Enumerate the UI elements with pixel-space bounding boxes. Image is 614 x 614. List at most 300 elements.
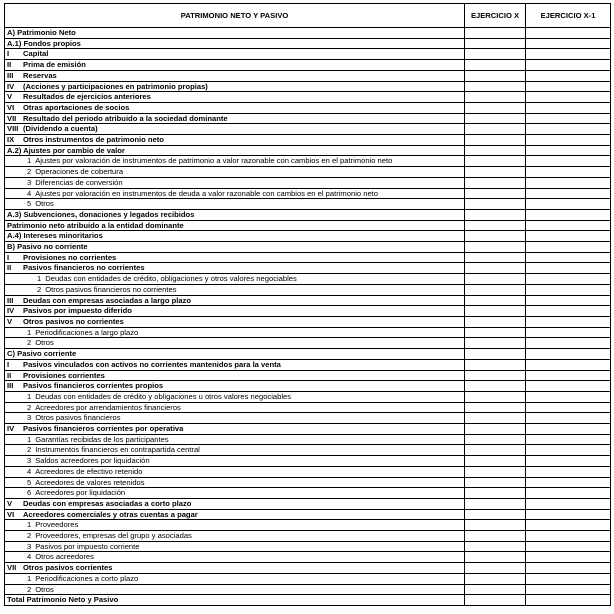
- row-number: 5: [27, 477, 32, 487]
- table-row: [5, 113, 611, 124]
- table-row: [5, 370, 611, 381]
- value-cell-year-x-1: [526, 424, 611, 435]
- row-label: [5, 199, 465, 210]
- table-row: [5, 338, 611, 349]
- value-cell-year-x: [465, 70, 526, 81]
- value-cell-year-x: [465, 349, 526, 360]
- table-row: [5, 477, 611, 488]
- row-number: 2: [27, 338, 32, 348]
- row-label: [5, 102, 465, 113]
- value-cell-year-x-1: [526, 209, 611, 220]
- value-cell-year-x: [465, 391, 526, 402]
- value-cell-year-x-1: [526, 563, 611, 574]
- table-row: [5, 595, 611, 606]
- row-label: [5, 295, 465, 306]
- table-row: [5, 531, 611, 542]
- value-cell-year-x: [465, 274, 526, 285]
- row-number: 2: [27, 167, 32, 177]
- table-row: [5, 102, 611, 113]
- row-number: 1: [27, 434, 32, 444]
- row-label: [5, 145, 465, 156]
- row-label: [5, 595, 465, 606]
- table-body: [5, 28, 611, 606]
- table-row: [5, 466, 611, 477]
- value-cell-year-x: [465, 167, 526, 178]
- value-cell-year-x: [465, 199, 526, 210]
- row-label: [5, 520, 465, 531]
- row-number: II: [7, 60, 12, 70]
- row-number: 3: [27, 541, 32, 551]
- table-row: [5, 584, 611, 595]
- row-number: 5: [27, 199, 32, 209]
- row-text: Acreedores de valores retenidos: [35, 477, 145, 487]
- row-number: I: [7, 252, 10, 262]
- row-text: Diferencias de conversión: [35, 177, 123, 187]
- table-row: [5, 316, 611, 327]
- table-row: [5, 263, 611, 274]
- row-text: Proveedores, empresas del grupo y asociadas: [35, 531, 192, 541]
- row-label: [5, 531, 465, 542]
- value-cell-year-x-1: [526, 135, 611, 146]
- table-row: [5, 424, 611, 435]
- value-cell-year-x-1: [526, 552, 611, 563]
- row-label: [5, 488, 465, 499]
- balance-table: [4, 3, 611, 606]
- row-label: [5, 284, 465, 295]
- value-cell-year-x: [465, 188, 526, 199]
- row-text: Reservas: [23, 70, 57, 80]
- row-number: III: [7, 381, 14, 391]
- row-number: 1: [27, 520, 32, 530]
- row-label: [5, 338, 465, 349]
- value-cell-year-x: [465, 135, 526, 146]
- table-row: [5, 38, 611, 49]
- row-text: Acreedores comerciales y otras cuentas a pagar: [23, 509, 198, 519]
- table-row: [5, 552, 611, 563]
- row-text: Operaciones de cobertura: [35, 167, 124, 177]
- row-label: [5, 242, 465, 253]
- row-number: 2: [27, 531, 32, 541]
- row-number: V: [7, 498, 13, 508]
- table-row: [5, 92, 611, 103]
- row-text: Pasivos financieros corrientes propios: [23, 381, 164, 391]
- value-cell-year-x: [465, 306, 526, 317]
- value-cell-year-x-1: [526, 92, 611, 103]
- row-label: [5, 81, 465, 92]
- value-cell-year-x: [465, 92, 526, 103]
- row-label: [5, 552, 465, 563]
- table-row: [5, 70, 611, 81]
- row-number: 4: [27, 188, 32, 198]
- row-label: [5, 38, 465, 49]
- row-number: 3: [27, 177, 32, 187]
- row-text: A.4) Intereses minoritarios: [7, 231, 103, 241]
- value-cell-year-x-1: [526, 370, 611, 381]
- value-cell-year-x: [465, 38, 526, 49]
- row-text: Proveedores: [35, 520, 79, 530]
- table-row: [5, 274, 611, 285]
- row-text: Patrimonio neto atribuido a la entidad dominante: [7, 220, 184, 230]
- table-row: [5, 252, 611, 263]
- row-label: [5, 477, 465, 488]
- row-text: Garantías recibidas de los participantes: [35, 434, 169, 444]
- row-text: Periodificaciones a corto plazo: [35, 573, 139, 583]
- value-cell-year-x: [465, 231, 526, 242]
- row-text: C) Pasivo corriente: [7, 349, 77, 359]
- row-text: Pasivos vinculados con activos no corrientes mantenidos para la venta: [23, 359, 281, 369]
- table-row: [5, 220, 611, 231]
- row-text: (Dividendo a cuenta): [23, 124, 98, 134]
- value-cell-year-x-1: [526, 28, 611, 39]
- value-cell-year-x: [465, 284, 526, 295]
- value-cell-year-x-1: [526, 284, 611, 295]
- table-row: [5, 231, 611, 242]
- row-number: VII: [7, 113, 17, 123]
- row-number: 1: [27, 327, 32, 337]
- value-cell-year-x-1: [526, 434, 611, 445]
- value-cell-year-x: [465, 413, 526, 424]
- value-cell-year-x: [465, 359, 526, 370]
- row-text: Otros: [35, 338, 54, 348]
- row-number: 1: [37, 274, 42, 284]
- row-text: A) Patrimonio Neto: [7, 28, 76, 37]
- row-label: [5, 434, 465, 445]
- row-number: I: [7, 49, 10, 59]
- value-cell-year-x: [465, 242, 526, 253]
- row-text: A.1) Fondos propios: [7, 38, 81, 48]
- table-row: [5, 199, 611, 210]
- row-number: 3: [27, 413, 32, 423]
- row-text: Otros: [35, 584, 54, 594]
- row-label: [5, 113, 465, 124]
- row-text: Otras aportaciones de socios: [23, 102, 130, 112]
- row-label: [5, 349, 465, 360]
- value-cell-year-x: [465, 102, 526, 113]
- value-cell-year-x: [465, 552, 526, 563]
- table-row: [5, 135, 611, 146]
- table-row: [5, 167, 611, 178]
- value-cell-year-x: [465, 595, 526, 606]
- value-cell-year-x-1: [526, 188, 611, 199]
- value-cell-year-x: [465, 541, 526, 552]
- row-label: [5, 92, 465, 103]
- value-cell-year-x-1: [526, 456, 611, 467]
- value-cell-year-x: [465, 509, 526, 520]
- row-number: 6: [27, 488, 32, 498]
- value-cell-year-x-1: [526, 316, 611, 327]
- row-text: Deudas con empresas asociadas a corto plazo: [23, 498, 192, 508]
- value-cell-year-x-1: [526, 263, 611, 274]
- value-cell-year-x: [465, 488, 526, 499]
- row-label: [5, 424, 465, 435]
- row-text: Deudas con empresas asociadas a largo plazo: [23, 295, 191, 305]
- row-text: Otros pasivos financieros: [35, 413, 121, 423]
- row-label: [5, 445, 465, 456]
- header-row: [5, 4, 611, 28]
- value-cell-year-x: [465, 60, 526, 71]
- row-text: Pasivos financieros corrientes por operativa: [23, 424, 184, 434]
- row-label: [5, 167, 465, 178]
- row-number: IV: [7, 306, 15, 316]
- value-cell-year-x: [465, 177, 526, 188]
- table-row: [5, 391, 611, 402]
- table-row: [5, 295, 611, 306]
- row-text: Deudas con entidades de crédito y obligaciones u otros valores negociables: [35, 391, 292, 401]
- row-text: Saldos acreedores por liquidación: [35, 456, 150, 466]
- value-cell-year-x-1: [526, 231, 611, 242]
- value-cell-year-x-1: [526, 413, 611, 424]
- row-label: [5, 252, 465, 263]
- value-cell-year-x: [465, 49, 526, 60]
- value-cell-year-x: [465, 263, 526, 274]
- value-cell-year-x-1: [526, 477, 611, 488]
- row-text: Acreedores de efectivo retenido: [35, 466, 143, 476]
- row-label: [5, 327, 465, 338]
- row-text: Otros acreedores: [35, 552, 94, 562]
- value-cell-year-x-1: [526, 252, 611, 263]
- row-text: Resultados de ejercicios anteriores: [23, 92, 151, 102]
- row-number: 2: [27, 445, 32, 455]
- value-cell-year-x-1: [526, 145, 611, 156]
- value-cell-year-x-1: [526, 349, 611, 360]
- value-cell-year-x-1: [526, 113, 611, 124]
- value-cell-year-x-1: [526, 531, 611, 542]
- row-text: Provisiones corrientes: [23, 370, 105, 380]
- value-cell-year-x-1: [526, 466, 611, 477]
- value-cell-year-x-1: [526, 338, 611, 349]
- row-label: [5, 220, 465, 231]
- table-row: [5, 498, 611, 509]
- row-number: 2: [27, 402, 32, 412]
- row-label: [5, 209, 465, 220]
- row-text: Capital: [23, 49, 49, 59]
- row-number: III: [7, 70, 14, 80]
- table-row: [5, 359, 611, 370]
- value-cell-year-x-1: [526, 124, 611, 135]
- row-text: Otros pasivos no corrientes: [23, 316, 124, 326]
- value-cell-year-x-1: [526, 49, 611, 60]
- row-label: [5, 370, 465, 381]
- row-text: Periodificaciones a largo plazo: [35, 327, 139, 337]
- row-number: I: [7, 359, 10, 369]
- row-label: [5, 177, 465, 188]
- row-text: Resultado del periodo atribuido a la sociedad dominante: [23, 113, 228, 123]
- value-cell-year-x: [465, 28, 526, 39]
- value-cell-year-x: [465, 381, 526, 392]
- value-cell-year-x: [465, 573, 526, 584]
- value-cell-year-x-1: [526, 177, 611, 188]
- table-row: [5, 434, 611, 445]
- value-cell-year-x: [465, 466, 526, 477]
- row-text: (Acciones y participaciones en patrimonio propias): [23, 81, 208, 91]
- row-label: [5, 49, 465, 60]
- row-label: [5, 402, 465, 413]
- row-label: [5, 498, 465, 509]
- value-cell-year-x: [465, 456, 526, 467]
- table-row: [5, 284, 611, 295]
- table-row: [5, 381, 611, 392]
- row-label: [5, 156, 465, 167]
- row-text: Ajustes por valoración de instrumentos de patrimonio a valor razonable con cambios en el patrimonio neto: [35, 156, 393, 166]
- value-cell-year-x-1: [526, 156, 611, 167]
- table-row: [5, 541, 611, 552]
- row-number: 4: [27, 466, 32, 476]
- value-cell-year-x-1: [526, 595, 611, 606]
- value-cell-year-x: [465, 338, 526, 349]
- row-label: [5, 28, 465, 39]
- row-text: Acreedores por liquidación: [35, 488, 126, 498]
- value-cell-year-x: [465, 113, 526, 124]
- row-text: Total Patrimonio Neto y Pasivo: [7, 595, 119, 605]
- value-cell-year-x: [465, 252, 526, 263]
- row-text: Pasivos por impuesto corriente: [35, 541, 140, 551]
- row-number: 1: [27, 391, 32, 401]
- row-label: [5, 563, 465, 574]
- row-number: V: [7, 92, 13, 102]
- row-number: V: [7, 316, 13, 326]
- value-cell-year-x: [465, 531, 526, 542]
- row-text: Provisiones no corrientes: [23, 252, 117, 262]
- row-label: [5, 584, 465, 595]
- value-cell-year-x-1: [526, 445, 611, 456]
- value-cell-year-x-1: [526, 573, 611, 584]
- value-cell-year-x: [465, 316, 526, 327]
- value-cell-year-x-1: [526, 509, 611, 520]
- value-cell-year-x-1: [526, 220, 611, 231]
- row-label: [5, 70, 465, 81]
- row-label: [5, 391, 465, 402]
- header-concept: PATRIMONIO NETO Y PASIVO: [5, 4, 465, 28]
- value-cell-year-x: [465, 520, 526, 531]
- value-cell-year-x: [465, 327, 526, 338]
- row-text: A.3) Subvenciones, donaciones y legados recibidos: [7, 209, 195, 219]
- table-row: [5, 49, 611, 60]
- row-label: [5, 573, 465, 584]
- value-cell-year-x: [465, 445, 526, 456]
- value-cell-year-x: [465, 477, 526, 488]
- table-row: [5, 402, 611, 413]
- value-cell-year-x-1: [526, 381, 611, 392]
- value-cell-year-x: [465, 295, 526, 306]
- row-label: [5, 541, 465, 552]
- table-row: [5, 124, 611, 135]
- row-number: 1: [27, 573, 32, 583]
- row-text: Otros instrumentos de patrimonio neto: [23, 135, 164, 145]
- value-cell-year-x: [465, 124, 526, 135]
- row-number: III: [7, 295, 14, 305]
- row-number: II: [7, 370, 12, 380]
- value-cell-year-x-1: [526, 391, 611, 402]
- value-cell-year-x-1: [526, 199, 611, 210]
- row-text: Acreedores por arrendamientos financieros: [35, 402, 181, 412]
- row-text: Instrumentos financieros en contrapartida central: [35, 445, 200, 455]
- table-row: [5, 177, 611, 188]
- value-cell-year-x: [465, 370, 526, 381]
- value-cell-year-x-1: [526, 274, 611, 285]
- table-row: [5, 573, 611, 584]
- row-label: [5, 274, 465, 285]
- row-number: 2: [37, 284, 42, 294]
- row-text: Otros pasivos corrientes: [23, 563, 113, 573]
- table-row: [5, 327, 611, 338]
- row-number: IX: [7, 135, 15, 145]
- table-row: [5, 156, 611, 167]
- value-cell-year-x-1: [526, 359, 611, 370]
- table-row: [5, 563, 611, 574]
- value-cell-year-x-1: [526, 70, 611, 81]
- row-label: [5, 413, 465, 424]
- value-cell-year-x-1: [526, 60, 611, 71]
- row-number: 4: [27, 552, 32, 562]
- value-cell-year-x-1: [526, 327, 611, 338]
- table-row: [5, 520, 611, 531]
- row-number: IV: [7, 424, 15, 434]
- row-label: [5, 124, 465, 135]
- value-cell-year-x-1: [526, 38, 611, 49]
- value-cell-year-x-1: [526, 295, 611, 306]
- value-cell-year-x: [465, 563, 526, 574]
- row-label: [5, 359, 465, 370]
- row-label: [5, 135, 465, 146]
- row-number: 2: [27, 584, 32, 594]
- row-text: Pasivos por impuesto diferido: [23, 306, 132, 316]
- row-number: IV: [7, 81, 15, 91]
- value-cell-year-x: [465, 156, 526, 167]
- row-label: [5, 60, 465, 71]
- table-row: [5, 488, 611, 499]
- row-label: [5, 188, 465, 199]
- table-row: [5, 209, 611, 220]
- table-row: [5, 188, 611, 199]
- row-number: VIII: [7, 124, 19, 134]
- table-row: [5, 445, 611, 456]
- value-cell-year-x: [465, 145, 526, 156]
- table-row: [5, 28, 611, 39]
- value-cell-year-x: [465, 209, 526, 220]
- value-cell-year-x-1: [526, 242, 611, 253]
- row-text: Prima de emisión: [23, 60, 86, 70]
- table-row: [5, 306, 611, 317]
- row-number: VI: [7, 102, 15, 112]
- row-number: II: [7, 263, 12, 273]
- row-number: VII: [7, 563, 17, 573]
- value-cell-year-x: [465, 424, 526, 435]
- row-text: Otros: [35, 199, 54, 209]
- row-text: A.2) Ajustes por cambio de valor: [7, 145, 125, 155]
- row-text: Pasivos financieros no corrientes: [23, 263, 145, 273]
- row-label: [5, 306, 465, 317]
- value-cell-year-x: [465, 220, 526, 231]
- value-cell-year-x-1: [526, 402, 611, 413]
- value-cell-year-x-1: [526, 498, 611, 509]
- row-text: Otros pasivos financieros no corrientes: [45, 284, 177, 294]
- header-year-x: EJERCICIO X: [465, 4, 526, 28]
- table-row: [5, 81, 611, 92]
- table-row: [5, 456, 611, 467]
- value-cell-year-x: [465, 402, 526, 413]
- row-text: Deudas con entidades de crédito, obligaciones y otros valores negociables: [45, 274, 297, 284]
- value-cell-year-x: [465, 584, 526, 595]
- row-number: 3: [27, 456, 32, 466]
- value-cell-year-x-1: [526, 584, 611, 595]
- row-label: [5, 466, 465, 477]
- header-year-x-1: EJERCICIO X-1: [526, 4, 611, 28]
- row-label: [5, 316, 465, 327]
- table-row: [5, 242, 611, 253]
- value-cell-year-x-1: [526, 488, 611, 499]
- value-cell-year-x: [465, 81, 526, 92]
- table-row: [5, 145, 611, 156]
